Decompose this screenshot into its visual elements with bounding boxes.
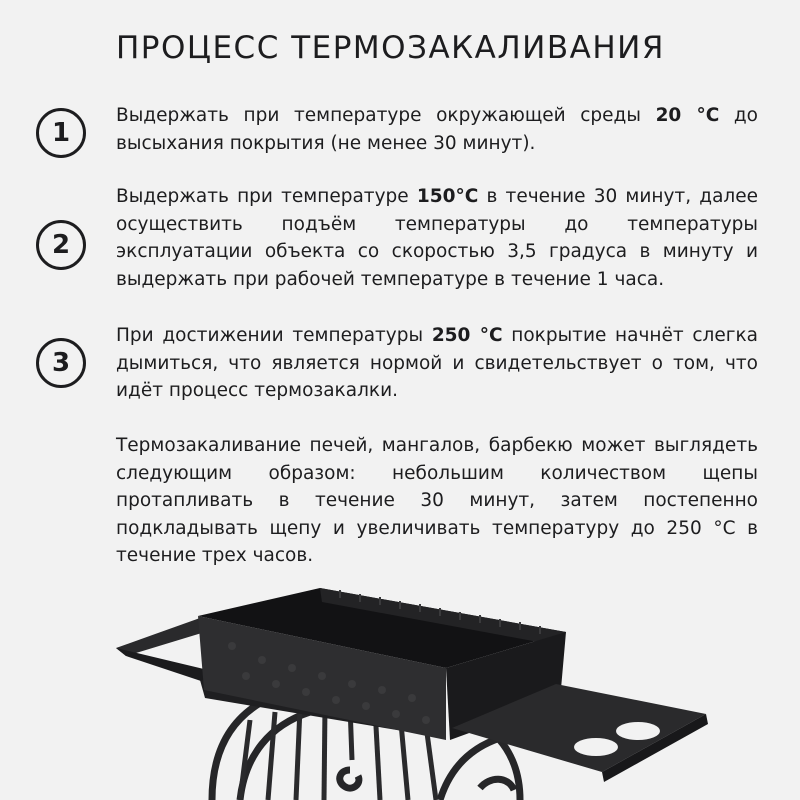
grill-cup-hole-1: [574, 738, 618, 756]
step-2-text-before: Выдержать при температуре: [116, 186, 417, 207]
step-number-1: 1: [36, 108, 86, 158]
step-3-text: [116, 322, 758, 405]
step-number-2: 2: [36, 220, 86, 270]
step-number-3: 3: [36, 338, 86, 388]
step-1-text-after: до высыхания покрытия (не менее 30 минут).: [116, 105, 759, 154]
grill-cup-hole-2: [616, 722, 660, 740]
step-1-highlight: 20 °С: [655, 105, 720, 126]
step-1-text: [116, 102, 758, 157]
step-2-text-after: в течение 30 минут, далее осуществить подъём температуры до температуры эксплуатации объекта со скоростью 3,5 градуса в минуту и выдержать при рабочей температуре в течение 1 часа.: [116, 186, 758, 290]
step-3-text-before: При достижении температуры: [116, 325, 432, 346]
step-2-highlight: 150°С: [416, 186, 479, 207]
grill-left-shelf-edge: [116, 648, 210, 684]
step-3-highlight: 250 °С: [431, 325, 503, 346]
step-2-text: [116, 183, 758, 293]
page-title: ПРОЦЕСС ТЕРМОЗАКАЛИВАНИЯ: [116, 30, 665, 66]
step-3-text-after: покрытие начнёт слегка дымиться, что является нормой и свидетельствует о том, что идёт процесс термозакалки.: [116, 325, 758, 401]
grill-left-shelf-top: [116, 618, 205, 656]
grill-illustration: [0, 570, 800, 800]
note-text: Термозакаливание печей, мангалов, барбекю может выглядеть следующим образом: небольшим количеством щепы протапливать в течение 30 минут, затем постепенно подкладывать щепу и увеличивать температуру до 250 °С в течение трех часов.: [116, 435, 758, 566]
step-1-text-before: Выдержать при температуре окружающей среды: [116, 105, 656, 126]
